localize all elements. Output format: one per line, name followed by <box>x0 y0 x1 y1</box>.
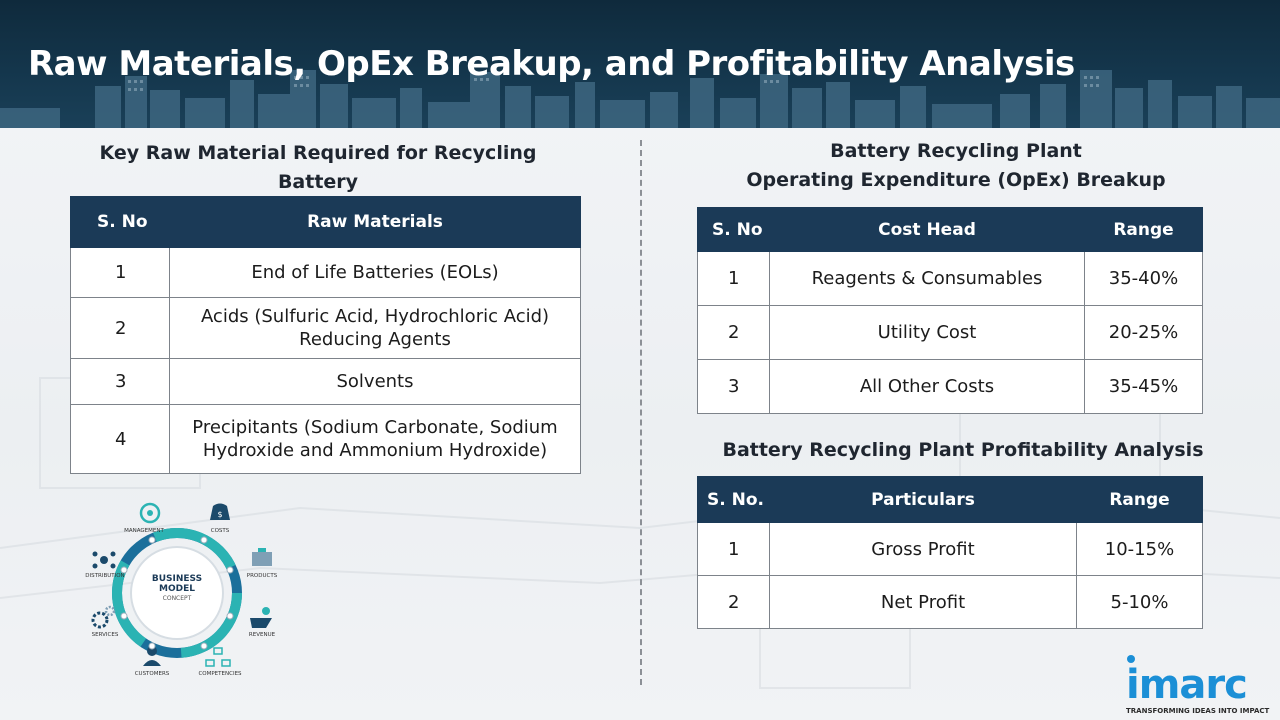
cell-cost-head: All Other Costs <box>770 360 1085 414</box>
raw-materials-title-line1: Key Raw Material Required for Recycling <box>99 142 537 164</box>
cell-particular: Net Profit <box>770 576 1077 629</box>
products-icon <box>252 548 272 566</box>
column-header-range: Range <box>1085 208 1203 252</box>
opex-title <box>700 137 1212 195</box>
revenue-icon <box>250 607 272 628</box>
column-header-sno: S. No. <box>698 477 770 523</box>
raw-materials-title-line2: Battery <box>277 171 359 193</box>
page-title: Raw Materials, OpEx Breakup, and Profitability Analysis <box>28 44 1075 84</box>
cell-sno: 4 <box>71 405 170 474</box>
cell-raw-material <box>170 248 581 298</box>
label-revenue: REVENUE <box>248 632 276 638</box>
cell-range: 10-15% <box>1077 523 1203 576</box>
cell-sno: 1 <box>698 523 770 576</box>
profitability-table <box>697 476 1203 629</box>
opex-title-line2: Operating Expenditure (OpEx) Breakup <box>746 169 1166 191</box>
cell-range: 20-25% <box>1085 306 1203 360</box>
cell-raw-material <box>170 298 581 359</box>
cell-raw-material <box>170 405 581 474</box>
raw-materials-table <box>70 196 581 474</box>
table-header-row <box>698 477 1203 523</box>
business-model-center-label <box>148 574 206 604</box>
label-management: MANAGEMENT <box>124 528 164 534</box>
label-costs: COSTS <box>210 528 230 534</box>
competencies-icon <box>206 648 230 666</box>
label-products: PRODUCTS <box>246 573 278 579</box>
column-header-sno: S. No <box>71 197 170 248</box>
profitability-title: Battery Recycling Plant Profitability Analysis <box>722 439 1204 461</box>
cell-raw-material <box>170 359 581 405</box>
table-row <box>71 248 581 298</box>
imarc-logo: imarc <box>1126 662 1247 708</box>
column-header-range: Range <box>1077 477 1203 523</box>
cell-text-line: Hydroxide and Ammonium Hydroxide) <box>202 440 548 461</box>
center-divider <box>640 140 642 685</box>
cell-sno: 1 <box>698 252 770 306</box>
table-row <box>71 298 581 359</box>
column-header-cost-head: Cost Head <box>770 208 1085 252</box>
table-row <box>698 306 1203 360</box>
opex-table <box>697 207 1203 414</box>
table-row <box>71 359 581 405</box>
table-header-row <box>71 197 581 248</box>
column-header-particulars: Particulars <box>770 477 1077 523</box>
label-competencies: COMPETENCIES <box>198 671 242 677</box>
cell-text-line: Precipitants (Sodium Carbonate, Sodium <box>192 417 558 438</box>
table-row <box>698 360 1203 414</box>
center-line2: MODEL <box>159 584 195 594</box>
cell-cost-head: Reagents & Consumables <box>770 252 1085 306</box>
cell-text-line: Acids (Sulfuric Acid, Hydrochloric Acid) <box>200 306 550 327</box>
svg-text:$: $ <box>217 510 223 519</box>
cell-range: 5-10% <box>1077 576 1203 629</box>
cell-sno: 2 <box>698 576 770 629</box>
logo-tagline: TRANSFORMING IDEAS INTO IMPACT <box>1126 707 1270 715</box>
cell-sno: 2 <box>71 298 170 359</box>
services-icon <box>93 607 114 627</box>
label-distribution: DISTRIBUTION <box>85 573 125 579</box>
cell-text-line: Solvents <box>336 371 414 392</box>
table-row <box>698 523 1203 576</box>
cell-sno: 3 <box>698 360 770 414</box>
opex-title-line1: Battery Recycling Plant <box>830 140 1082 162</box>
cell-range: 35-40% <box>1085 252 1203 306</box>
table-row <box>698 252 1203 306</box>
cell-range: 35-45% <box>1085 360 1203 414</box>
cell-text-line: End of Life Batteries (EOLs) <box>251 262 499 283</box>
column-header-raw-materials: Raw Materials <box>170 197 581 248</box>
costs-icon <box>210 504 230 521</box>
cell-cost-head: Utility Cost <box>770 306 1085 360</box>
distribution-icon <box>93 552 116 569</box>
column-header-sno: S. No <box>698 208 770 252</box>
cell-sno: 1 <box>71 248 170 298</box>
label-services: SERVICES <box>91 632 119 638</box>
cell-particular: Gross Profit <box>770 523 1077 576</box>
management-icon <box>141 504 159 522</box>
center-line1: BUSINESS <box>151 574 203 584</box>
center-line3: CONCEPT <box>162 595 192 602</box>
label-customers: CUSTOMERS <box>134 671 170 677</box>
cell-sno: 2 <box>698 306 770 360</box>
table-row <box>698 576 1203 629</box>
cell-text-line: Reducing Agents <box>299 329 451 350</box>
table-row <box>71 405 581 474</box>
raw-materials-title <box>70 139 566 197</box>
header-banner <box>0 0 1280 128</box>
table-header-row <box>698 208 1203 252</box>
cell-sno: 3 <box>71 359 170 405</box>
